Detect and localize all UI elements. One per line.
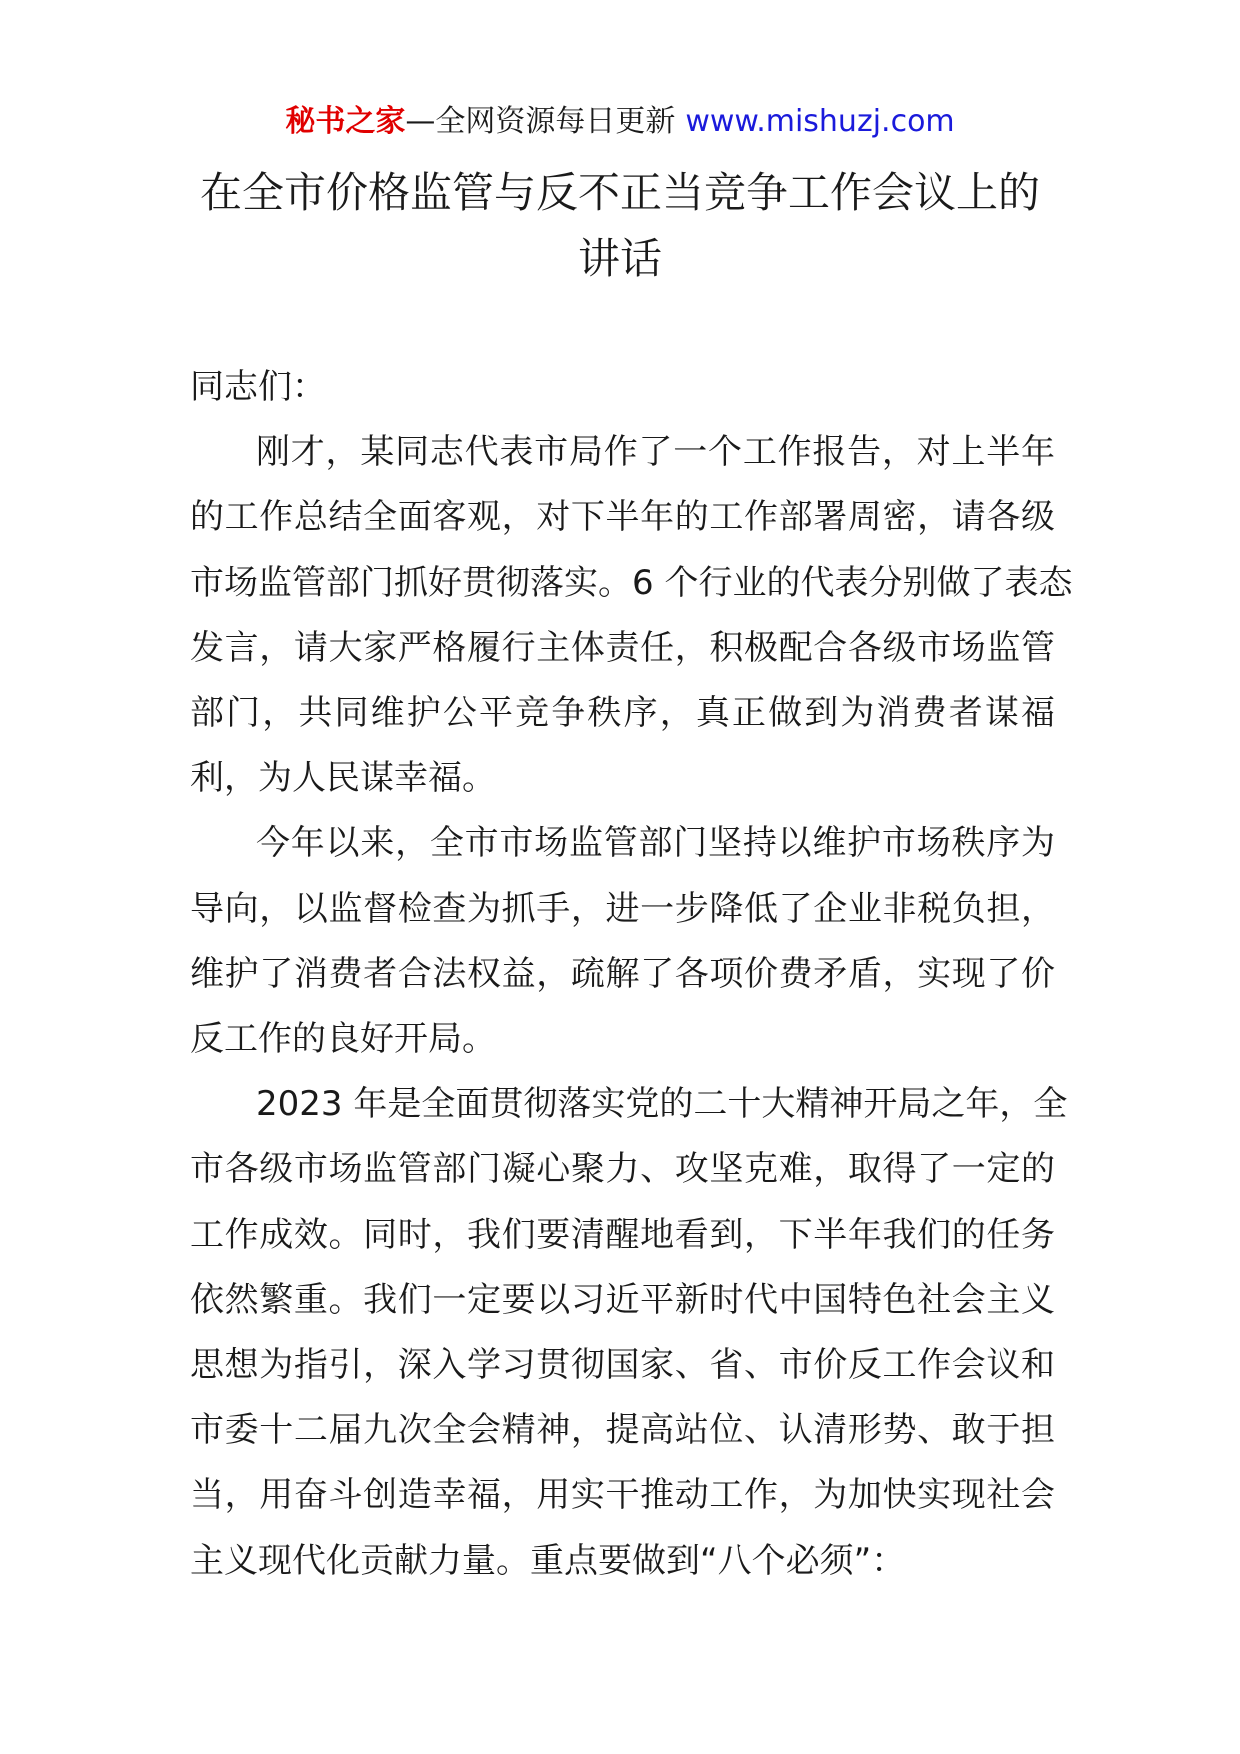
- paragraph-line: 反工作的良好开局。: [190, 1019, 496, 1060]
- document-title: [190, 160, 1050, 292]
- paragraph-3: [190, 1072, 1068, 1594]
- paragraph-line: 的工作总结全面客观，对下半年的工作部署周密，请各级: [190, 497, 1055, 538]
- site-tagline: —全网资源每日更新: [405, 104, 676, 139]
- paragraph-line: 刚才，某同志代表市局作了一个工作报告，对上半年: [256, 432, 1055, 473]
- paragraph-line: 部门，共同维护公平竞争秩序，真正做到为消费者谋福: [190, 693, 1055, 734]
- paragraph-2: [190, 811, 1055, 1072]
- paragraph-1: [190, 420, 1073, 811]
- paragraph-line: 市各级市场监管部门凝心聚力、攻坚克难，取得了一定的: [190, 1149, 1055, 1190]
- paragraph-line: 市委十二届九次全会精神，提高站位、认清形势、敢于担: [190, 1410, 1055, 1451]
- paragraph-line: 市场监管部门抓好贯彻落实。6 个行业的代表分别做了表态: [190, 562, 1073, 603]
- paragraph-line: 2023 年是全面贯彻落实党的二十大精神开局之年，全: [256, 1084, 1068, 1125]
- site-header: [0, 102, 1240, 142]
- paragraph-line: 今年以来，全市市场监管部门坚持以维护市场秩序为: [256, 823, 1055, 864]
- paragraph-line: 主义现代化贡献力量。重点要做到“八个必须”：: [190, 1540, 906, 1581]
- paragraph-line: 利，为人民谋幸福。: [190, 758, 496, 799]
- paragraph-line: 工作成效。同时，我们要清醒地看到，下半年我们的任务: [190, 1214, 1055, 1255]
- document-body: [190, 355, 1073, 1594]
- site-url-link[interactable]: www.mishuzj.com: [685, 104, 955, 139]
- paragraph-line: 当，用奋斗创造幸福，用实干推动工作，为加快实现社会: [190, 1475, 1055, 1516]
- paragraph-line: 维护了消费者合法权益，疏解了各项价费矛盾，实现了价: [190, 953, 1055, 994]
- paragraph-line: 依然繁重。我们一定要以习近平新时代中国特色社会主义: [190, 1279, 1055, 1320]
- title-line: 在全市价格监管与反不正当竞争工作会议上的: [199, 168, 1040, 217]
- salutation: 同志们：: [190, 367, 326, 407]
- title-line: 讲话: [577, 234, 662, 283]
- paragraph-line: 思想为指引，深入学习贯彻国家、省、市价反工作会议和: [190, 1345, 1055, 1386]
- paragraph-line: 发言，请大家严格履行主体责任，积极配合各级市场监管: [190, 627, 1055, 668]
- paragraph-line: 导向，以监督检查为抓手，进一步降低了企业非税负担，: [190, 888, 1055, 929]
- brand-name: 秘书之家: [285, 104, 406, 139]
